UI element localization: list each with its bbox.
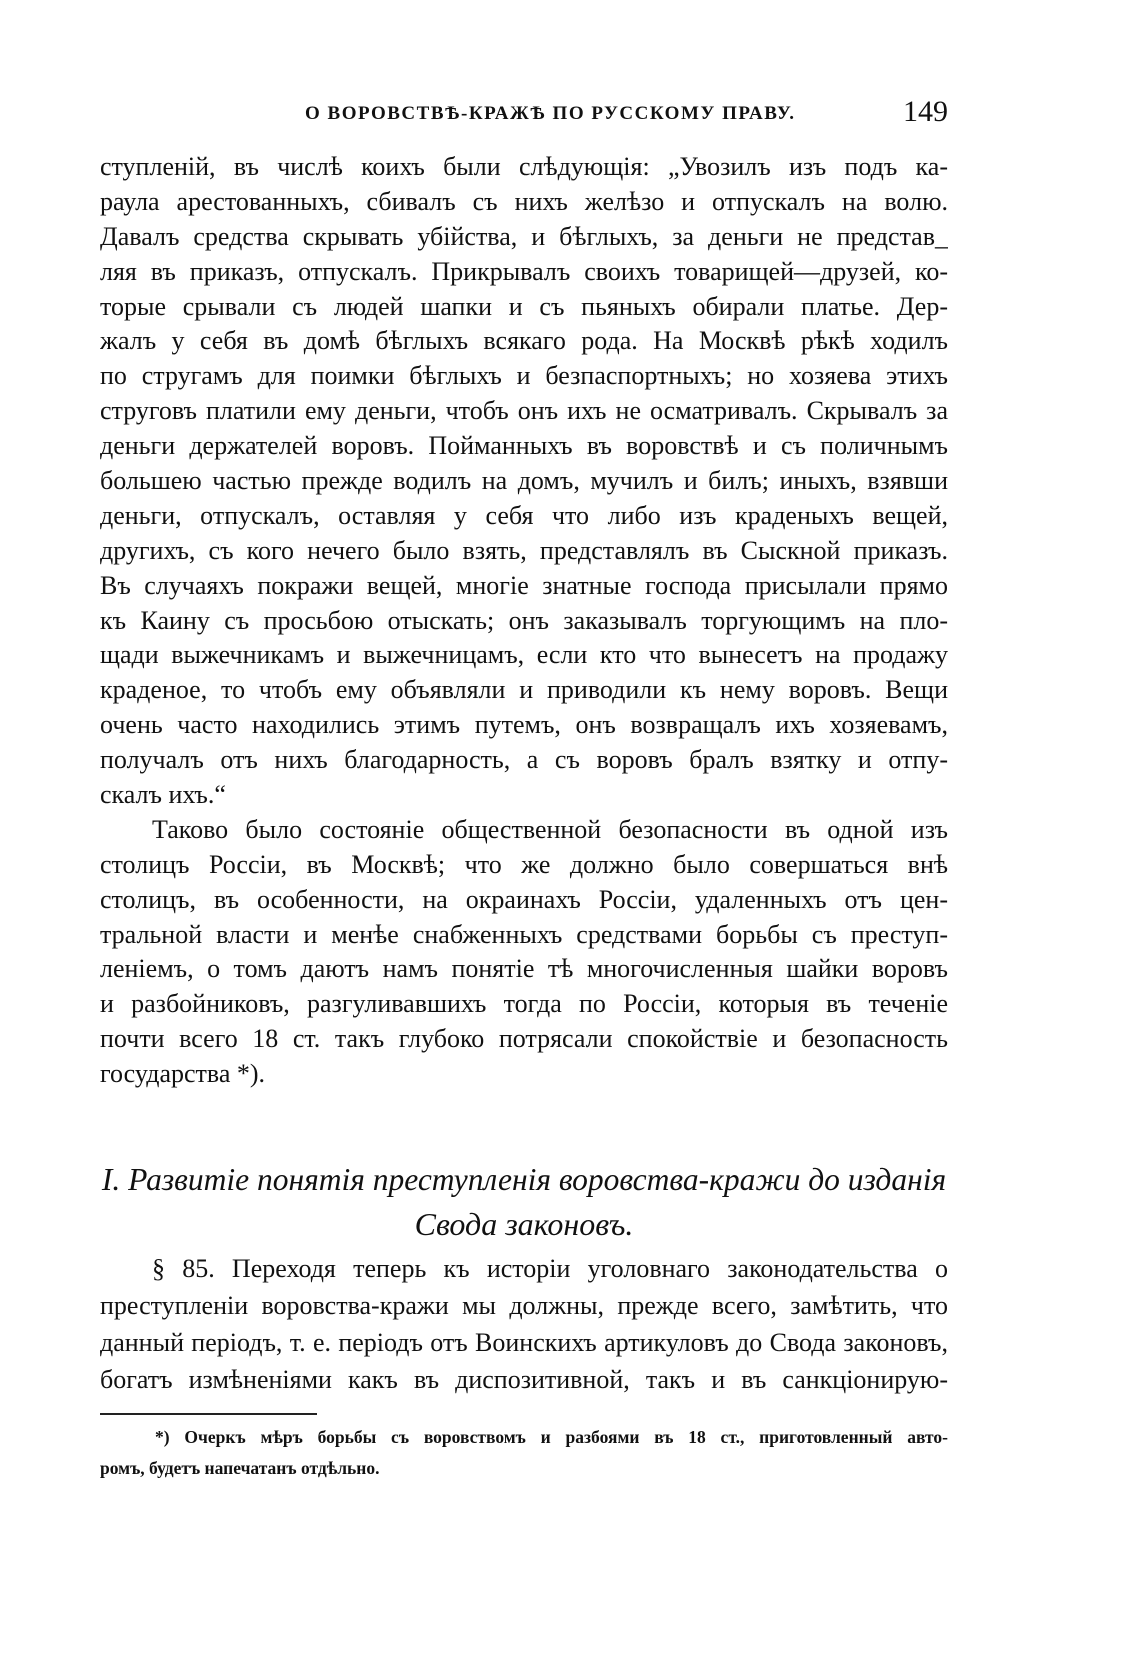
text-line: преступленіи воровства-кражи мы должны, прежде всего, замѣтить, что (100, 1291, 948, 1320)
text-line: торые срывали съ людей шапки и съ пьяныхъ обирали платье. Дер- (100, 291, 948, 321)
text-line: столицъ Россіи, въ Москвѣ; что же должно было совершаться внѣ (100, 849, 948, 879)
paragraph-first-line: § 85. Переходя теперь къ исторіи уголовнаго законодательства о (152, 1254, 948, 1283)
text-line: большею частью прежде водилъ на домъ, мучилъ и билъ; иныхъ, взявши (100, 466, 948, 496)
paragraph-first-line: Таково было состояніе общественной безопасности въ одной изъ (152, 814, 948, 844)
text-line: краденое, то чтобъ ему объявляли и приводили къ нему воровъ. Вещи (100, 675, 948, 705)
text-line: деньги, отпускалъ, оставляя у себя что либо изъ краденыхъ вещей, (100, 500, 948, 530)
text-line: Въ случаяхъ покражи вещей, многіе знатные господа присылали прямо (100, 570, 948, 600)
footnote-line: ромъ, будетъ напечатанъ отдѣльно. (100, 1458, 380, 1478)
running-title: О ВОРОВСТВѢ-КРАЖѢ ПО РУССКОМУ ПРАВУ. (305, 103, 796, 124)
text-line: другихъ, съ кого нечего было взять, представлялъ въ Сыскной приказъ. (100, 535, 948, 565)
text-line: государства *). (100, 1059, 266, 1089)
text-line: ляя въ приказъ, отпускалъ. Прикрывалъ своихъ товарищей—друзей, ко- (100, 256, 948, 286)
section-heading-line: I. Развитіе понятія преступленія воровства-кражи до изданія (101, 1162, 947, 1197)
text-line: къ Каину съ просьбою отыскать; онъ заказывалъ торгующимъ на пло- (100, 605, 948, 635)
running-head (100, 95, 948, 135)
text-line: Давалъ средства скрывать убійства, и бѣглыхъ, за деньги не представ_ (100, 221, 948, 251)
section-heading (100, 1158, 948, 1246)
text-line: щади выжечникамъ и выжечницамъ, если кто что вынесетъ на продажу (100, 640, 948, 670)
text-line: струговъ платили ему деньги, чтобъ онъ ихъ не осматривалъ. Скрывалъ за (100, 396, 948, 426)
text-line: по стругамъ для поимки бѣглыхъ и безпаспортныхъ; но хозяева этихъ (100, 361, 948, 391)
text-line: данный періодъ, т. е. періодъ отъ Воинскихъ артикуловъ до Свода законовъ, (100, 1328, 948, 1357)
text-line: деньги держателей воровъ. Пойманныхъ въ воровствѣ и съ поличнымъ (100, 431, 948, 461)
text-line: получалъ отъ нихъ благодарность, а съ воровъ бралъ взятку и отпу- (100, 745, 948, 775)
section-heading-line: Свода законовъ. (414, 1206, 634, 1242)
section-body (100, 1250, 948, 1398)
body-text (100, 150, 948, 1092)
text-line: почти всего 18 ст. такъ глубоко потрясали спокойствіе и безопасность (100, 1024, 948, 1054)
text-line: столицъ, въ особенности, на окраинахъ Россіи, удаленныхъ отъ цен- (100, 884, 948, 914)
text-line: скалъ ихъ.“ (100, 780, 226, 810)
text-line: леніемъ, о томъ даютъ намъ понятіе тѣ многочисленныя шайки воровъ (100, 954, 948, 984)
text-line: ступленій, въ числѣ коихъ были слѣдующія: „Увозилъ изъ подъ ка- (100, 152, 948, 181)
text-line: тральной власти и менѣе снабженныхъ средствами борьбы съ преступ- (100, 919, 948, 949)
text-line: очень часто находились этимъ путемъ, онъ возвращалъ ихъ хозяевамъ, (100, 710, 948, 740)
text-line: и разбойниковъ, разгуливавшихъ тогда по Россіи, которыя въ теченіе (100, 989, 948, 1019)
text-line: жалъ у себя въ домѣ бѣглыхъ всякаго рода. На Москвѣ рѣкѣ ходилъ (100, 326, 948, 356)
footnote-line: *) Очеркъ мѣръ борьбы съ воровствомъ и разбоями въ 18 ст., приготовленный авто- (155, 1427, 948, 1447)
page-number: 149 (903, 95, 948, 128)
footnote-rule (100, 1413, 317, 1415)
footnote (100, 1422, 948, 1484)
text-line: богатъ измѣненіями какъ въ диспозитивной, такъ и въ санкціонирую- (100, 1365, 948, 1394)
text-line: раула арестованныхъ, сбивалъ съ нихъ желѣзо и отпускалъ на волю. (100, 186, 948, 216)
